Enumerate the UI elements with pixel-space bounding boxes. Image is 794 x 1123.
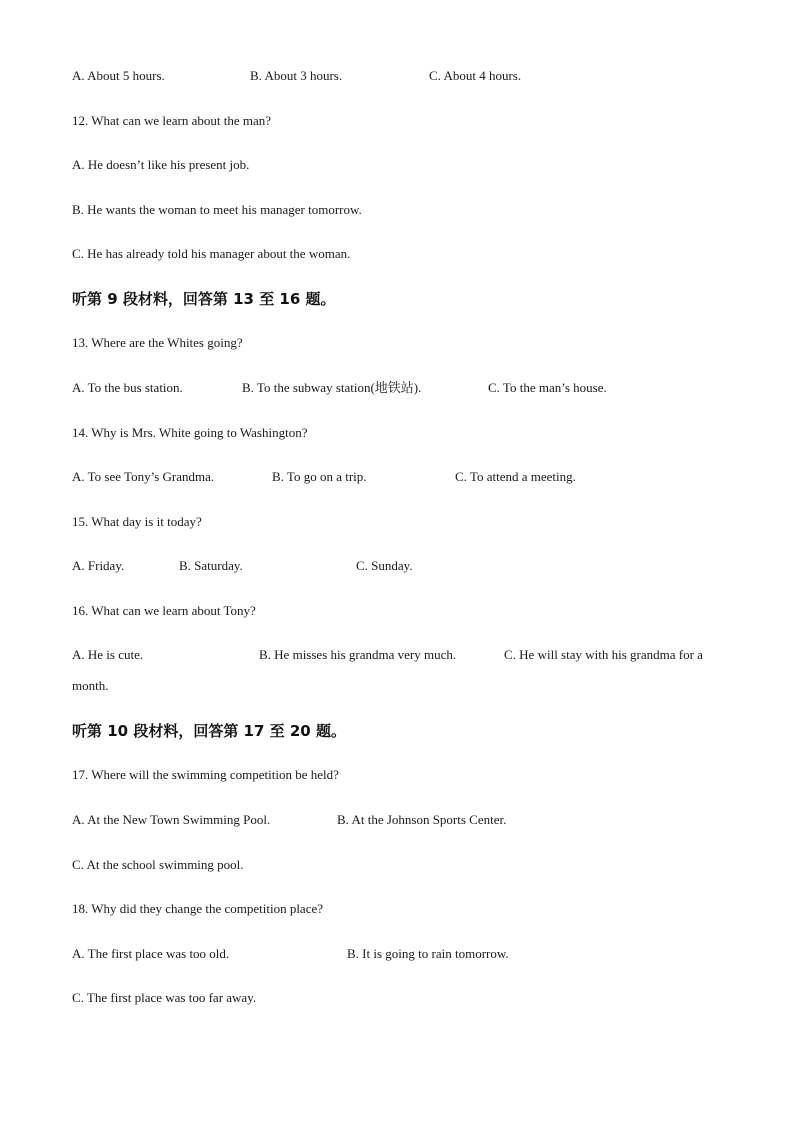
section-9-heading: 听第 9 段材料，回答第 13 至 16 题。 xyxy=(72,290,336,308)
q13-option-c: C. To the man’s house. xyxy=(488,380,607,395)
q17-question: 17. Where will the swimming competition be held? xyxy=(72,767,339,782)
q18-option-b: B. It is going to rain tomorrow. xyxy=(347,946,509,961)
section-10-heading: 听第 10 段材料，回答第 17 至 20 题。 xyxy=(72,722,346,740)
q15-option-b: B. Saturday. xyxy=(179,558,243,573)
q13-option-a: A. To the bus station. xyxy=(72,380,183,395)
q17-option-a: A. At the New Town Swimming Pool. xyxy=(72,812,271,827)
q17-option-c: C. At the school swimming pool. xyxy=(72,857,244,872)
q12-option-b: B. He wants the woman to meet his manager tomorrow. xyxy=(72,202,362,217)
q16-option-b: B. He misses his grandma very much. xyxy=(259,647,457,662)
q15-option-c: C. Sunday. xyxy=(356,558,413,573)
q12-option-a: A. He doesn’t like his present job. xyxy=(72,157,250,172)
q12-question: 12. What can we learn about the man? xyxy=(72,113,272,128)
q16-question: 16. What can we learn about Tony? xyxy=(72,603,256,618)
q14-question: 14. Why is Mrs. White going to Washington? xyxy=(72,425,308,440)
q13-question: 13. Where are the Whites going? xyxy=(72,335,243,350)
q11-option-c: C. About 4 hours. xyxy=(429,68,522,83)
q13-option-b: B. To the subway station(地铁站). xyxy=(242,380,422,395)
q15-question: 15. What day is it today? xyxy=(72,514,202,529)
q16-option-c: C. He will stay with his grandma for a xyxy=(504,647,703,662)
q18-option-a: A. The first place was too old. xyxy=(72,946,230,961)
q12-option-c: C. He has already told his manager about the woman. xyxy=(72,246,351,261)
q11-option-a: A. About 5 hours. xyxy=(72,68,165,83)
q17-option-b: B. At the Johnson Sports Center. xyxy=(337,812,507,827)
q11-option-b: B. About 3 hours. xyxy=(250,68,343,83)
q15-option-a: A. Friday. xyxy=(72,558,125,573)
q14-option-c: C. To attend a meeting. xyxy=(455,469,576,484)
q18-option-c: C. The first place was too far away. xyxy=(72,990,257,1005)
q14-option-b: B. To go on a trip. xyxy=(272,469,367,484)
q16-option-c-continuation: month. xyxy=(72,678,109,693)
q18-question: 18. Why did they change the competition place? xyxy=(72,901,324,916)
q16-option-a: A. He is cute. xyxy=(72,647,144,662)
q14-option-a: A. To see Tony’s Grandma. xyxy=(72,469,215,484)
